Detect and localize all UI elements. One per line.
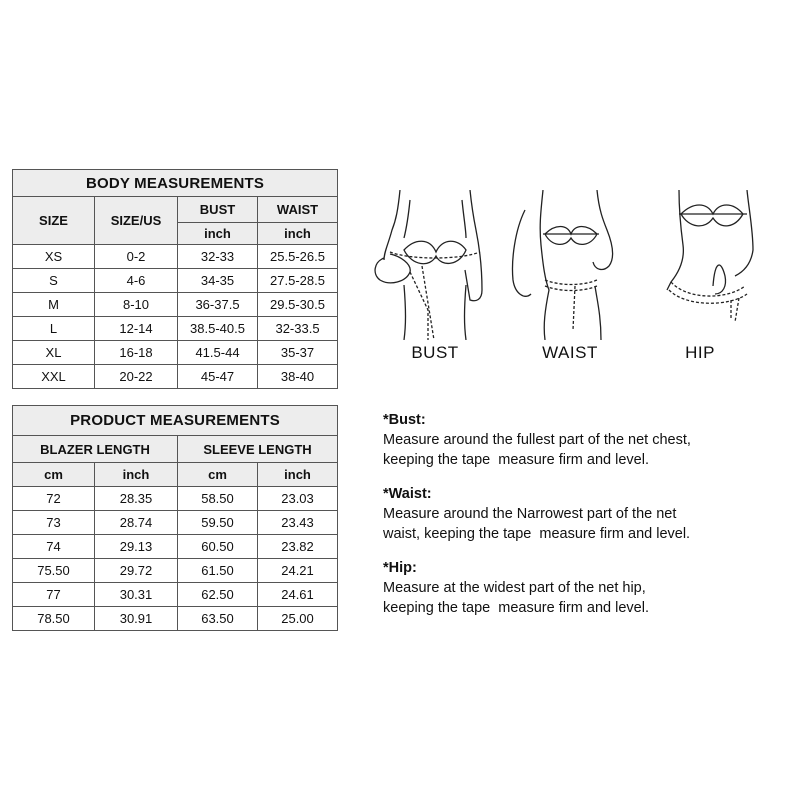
header-size-us: SIZE/US bbox=[95, 197, 178, 245]
table-cell: 25.00 bbox=[258, 607, 338, 631]
table-row bbox=[13, 269, 338, 293]
table-cell: 36-37.5 bbox=[178, 293, 258, 317]
table-cell: 34-35 bbox=[178, 269, 258, 293]
table-cell: 74 bbox=[13, 535, 95, 559]
waist-label: WAIST bbox=[542, 343, 598, 362]
table-cell: 23.82 bbox=[258, 535, 338, 559]
table-cell: 61.50 bbox=[178, 559, 258, 583]
body-measurements-table bbox=[12, 169, 338, 389]
header-blazer-length: BLAZER LENGTH bbox=[13, 436, 178, 463]
table-cell: XS bbox=[13, 245, 95, 269]
header-bust: BUST bbox=[178, 197, 258, 223]
table-row bbox=[13, 487, 338, 511]
unit-blazer-cm: cm bbox=[13, 463, 95, 487]
table-cell: M bbox=[13, 293, 95, 317]
unit-sleeve-inch: inch bbox=[258, 463, 338, 487]
table-row bbox=[13, 341, 338, 365]
hip-measure-illustration bbox=[635, 190, 765, 340]
body-measurements-title: BODY MEASUREMENTS bbox=[13, 170, 338, 197]
table-cell: 25.5-26.5 bbox=[258, 245, 338, 269]
waist-measure-illustration bbox=[505, 190, 635, 340]
header-sleeve-length: SLEEVE LENGTH bbox=[178, 436, 338, 463]
table-cell: 24.21 bbox=[258, 559, 338, 583]
table-cell: 78.50 bbox=[13, 607, 95, 631]
table-cell: 62.50 bbox=[178, 583, 258, 607]
table-cell: 29.72 bbox=[95, 559, 178, 583]
bust-measure-illustration bbox=[370, 190, 500, 340]
note-bust bbox=[383, 410, 788, 470]
table-row bbox=[13, 317, 338, 341]
table-row bbox=[13, 365, 338, 389]
table-cell: 16-18 bbox=[95, 341, 178, 365]
table-row bbox=[13, 607, 338, 631]
table-cell: 8-10 bbox=[95, 293, 178, 317]
table-cell: 45-47 bbox=[178, 365, 258, 389]
unit-waist: inch bbox=[258, 223, 338, 245]
table-cell: XXL bbox=[13, 365, 95, 389]
table-cell: 24.61 bbox=[258, 583, 338, 607]
table-cell: 28.74 bbox=[95, 511, 178, 535]
note-bust-title: *Bust: bbox=[383, 412, 426, 428]
table-cell: XL bbox=[13, 341, 95, 365]
table-cell: 12-14 bbox=[95, 317, 178, 341]
table-cell: 41.5-44 bbox=[178, 341, 258, 365]
table-row bbox=[13, 245, 338, 269]
table-cell: 73 bbox=[13, 511, 95, 535]
table-cell: 27.5-28.5 bbox=[258, 269, 338, 293]
bust-label: BUST bbox=[411, 343, 459, 362]
table-cell: S bbox=[13, 269, 95, 293]
header-waist: WAIST bbox=[258, 197, 338, 223]
table-cell: 23.03 bbox=[258, 487, 338, 511]
table-cell: 38-40 bbox=[258, 365, 338, 389]
table-cell: 63.50 bbox=[178, 607, 258, 631]
table-cell: 35-37 bbox=[258, 341, 338, 365]
table-cell: 77 bbox=[13, 583, 95, 607]
unit-blazer-inch: inch bbox=[95, 463, 178, 487]
note-hip-line-1: Measure at the widest part of the net hip, bbox=[383, 580, 646, 596]
table-cell: 29.13 bbox=[95, 535, 178, 559]
table-row bbox=[13, 511, 338, 535]
table-cell: 58.50 bbox=[178, 487, 258, 511]
table-cell: 29.5-30.5 bbox=[258, 293, 338, 317]
hip-label: HIP bbox=[685, 343, 715, 362]
table-row bbox=[13, 535, 338, 559]
table-row bbox=[13, 583, 338, 607]
table-cell: 32-33 bbox=[178, 245, 258, 269]
note-waist-line-2: waist, keeping the tape measure firm and level. bbox=[383, 526, 691, 542]
note-waist bbox=[383, 484, 788, 544]
table-cell: 23.43 bbox=[258, 511, 338, 535]
table-cell: 28.35 bbox=[95, 487, 178, 511]
table-cell: 72 bbox=[13, 487, 95, 511]
table-cell: 30.31 bbox=[95, 583, 178, 607]
unit-sleeve-cm: cm bbox=[178, 463, 258, 487]
table-cell: L bbox=[13, 317, 95, 341]
table-cell: 60.50 bbox=[178, 535, 258, 559]
note-waist-line-1: Measure around the Narrowest part of the net bbox=[383, 506, 677, 522]
table-cell: 20-22 bbox=[95, 365, 178, 389]
product-measurements-title: PRODUCT MEASUREMENTS bbox=[13, 406, 338, 436]
table-row bbox=[13, 293, 338, 317]
table-row bbox=[13, 559, 338, 583]
header-size: SIZE bbox=[13, 197, 95, 245]
table-cell: 59.50 bbox=[178, 511, 258, 535]
table-cell: 4-6 bbox=[95, 269, 178, 293]
measurement-notes bbox=[383, 410, 788, 632]
note-bust-line-2: keeping the tape measure firm and level. bbox=[383, 452, 649, 468]
table-cell: 75.50 bbox=[13, 559, 95, 583]
note-bust-line-1: Measure around the fullest part of the net chest, bbox=[383, 432, 691, 448]
table-cell: 32-33.5 bbox=[258, 317, 338, 341]
unit-bust: inch bbox=[178, 223, 258, 245]
note-hip bbox=[383, 558, 788, 618]
table-cell: 30.91 bbox=[95, 607, 178, 631]
product-measurements-table bbox=[12, 405, 338, 631]
note-waist-title: *Waist: bbox=[383, 486, 432, 502]
table-cell: 0-2 bbox=[95, 245, 178, 269]
note-hip-title: *Hip: bbox=[383, 560, 417, 576]
table-cell: 38.5-40.5 bbox=[178, 317, 258, 341]
note-hip-line-2: keeping the tape measure firm and level. bbox=[383, 600, 649, 616]
